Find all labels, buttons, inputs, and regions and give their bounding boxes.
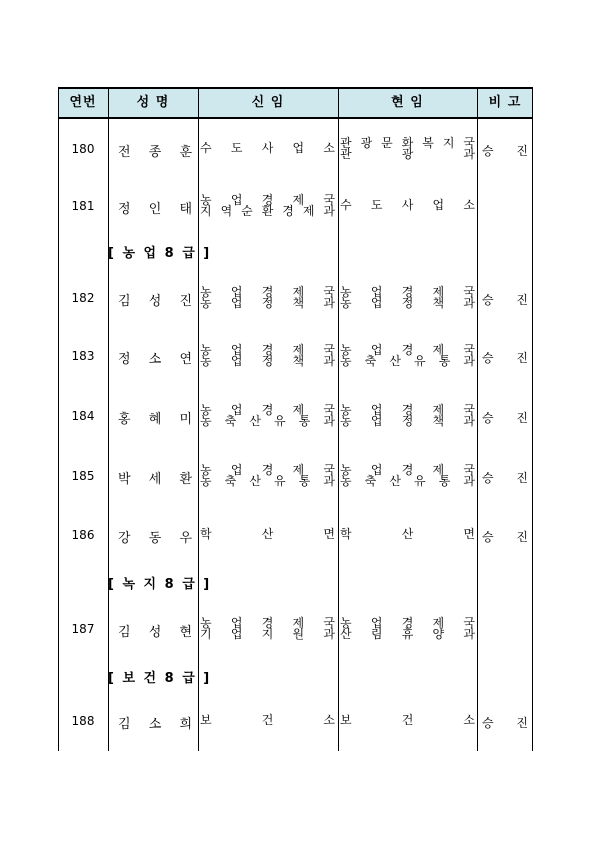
new-post-line2: 농 업 정 책 과 — [200, 296, 335, 310]
person-name: 홍 혜 미 — [118, 412, 192, 427]
person-name: 박 세 환 — [118, 472, 192, 487]
remark: 승 진 — [482, 144, 528, 158]
header-no: 연번 — [69, 95, 97, 110]
row-number: 181 — [71, 199, 95, 213]
new-post-line2: 지 역 순 환 경 제 과 — [200, 204, 335, 218]
new-post-line2: 농 축 산 유 통 과 — [200, 414, 335, 428]
personnel-table — [58, 87, 533, 751]
person-name: 전 종 훈 — [118, 145, 192, 160]
current-post-line1: 학 산 면 — [340, 527, 475, 541]
new-post-cell — [200, 143, 335, 154]
person-name: 김 성 진 — [118, 294, 192, 309]
new-post-line2: 기 업 지 원 과 — [200, 627, 335, 641]
new-post-line1: 보 건 소 — [200, 713, 335, 727]
new-post-cell — [200, 715, 335, 726]
table-header — [58, 87, 533, 119]
current-post-line2: 관 광 과 — [340, 147, 475, 161]
remark: 승 진 — [482, 530, 528, 544]
current-post-cell — [340, 200, 475, 211]
new-post-cell — [200, 405, 335, 427]
person-name: 김 성 현 — [118, 625, 192, 640]
new-post-line1: 농 업 경 제 국 — [200, 285, 335, 299]
current-post-line2: 산 림 휴 양 과 — [340, 627, 475, 641]
current-post-cell — [340, 405, 475, 427]
current-post-line1: 관 광 문 화 복 지 국 — [340, 136, 475, 150]
person-name: 정 인 태 — [118, 202, 192, 217]
column-divider — [198, 87, 199, 751]
column-divider — [477, 87, 478, 751]
current-post-line2: 농 축 산 유 통 과 — [340, 354, 475, 368]
group-label: [ 녹 지 8 급 ] — [108, 577, 212, 592]
current-post-cell — [340, 345, 475, 367]
remark: 승 진 — [482, 471, 528, 485]
person-name: 정 소 연 — [118, 352, 192, 367]
current-post-line1: 농 업 경 제 국 — [340, 285, 475, 299]
current-post-cell — [340, 618, 475, 640]
current-post-line2: 농 업 정 책 과 — [340, 296, 475, 310]
current-post-cell — [340, 465, 475, 487]
new-post-cell — [200, 287, 335, 309]
new-post-cell — [200, 465, 335, 487]
header-new-post: 신 임 — [251, 95, 285, 110]
new-post-line1: 농 업 경 제 국 — [200, 463, 335, 477]
current-post-line1: 농 업 경 제 국 — [340, 343, 475, 357]
header-remarks: 비 고 — [488, 95, 522, 110]
row-number: 184 — [71, 409, 95, 423]
header-name: 성 명 — [136, 95, 170, 110]
table-border-right — [532, 87, 533, 751]
current-post-cell — [340, 715, 475, 726]
remark: 승 진 — [482, 293, 528, 307]
group-label: [ 농 업 8 급 ] — [108, 246, 212, 261]
new-post-line1: 농 업 경 제 국 — [200, 193, 335, 207]
row-number: 183 — [71, 349, 95, 363]
row-number: 187 — [71, 622, 95, 636]
current-post-line1: 보 건 소 — [340, 713, 475, 727]
row-number: 180 — [71, 142, 95, 156]
row-number: 188 — [71, 714, 95, 728]
new-post-line2: 농 축 산 유 통 과 — [200, 474, 335, 488]
current-post-cell — [340, 287, 475, 309]
new-post-cell — [200, 345, 335, 367]
new-post-line1: 농 업 경 제 국 — [200, 403, 335, 417]
current-post-line2: 농 축 산 유 통 과 — [340, 474, 475, 488]
new-post-line1: 수 도 사 업 소 — [200, 141, 335, 155]
current-post-line1: 수 도 사 업 소 — [340, 198, 475, 212]
person-name: 강 동 우 — [118, 531, 192, 546]
row-number: 182 — [71, 291, 95, 305]
row-number: 186 — [71, 528, 95, 542]
current-post-line1: 농 업 경 제 국 — [340, 403, 475, 417]
column-divider — [338, 87, 339, 751]
header-current-post: 현 임 — [391, 95, 424, 110]
new-post-cell — [200, 195, 335, 217]
current-post-line2: 농 업 정 책 과 — [340, 414, 475, 428]
column-divider — [108, 87, 109, 751]
new-post-line1: 학 산 면 — [200, 527, 335, 541]
current-post-cell — [340, 138, 475, 160]
new-post-line1: 농 업 경 제 국 — [200, 343, 335, 357]
new-post-cell — [200, 529, 335, 540]
remark: 승 진 — [482, 716, 528, 730]
new-post-line2: 농 업 정 책 과 — [200, 354, 335, 368]
remark: 승 진 — [482, 351, 528, 365]
new-post-line1: 농 업 경 제 국 — [200, 616, 335, 630]
remark: 승 진 — [482, 411, 528, 425]
current-post-line1: 농 업 경 제 국 — [340, 616, 475, 630]
current-post-line1: 농 업 경 제 국 — [340, 463, 475, 477]
new-post-cell — [200, 618, 335, 640]
person-name: 김 소 희 — [118, 717, 192, 732]
current-post-cell — [340, 529, 475, 540]
row-number: 185 — [71, 469, 95, 483]
group-label: [ 보 건 8 급 ] — [108, 671, 212, 686]
